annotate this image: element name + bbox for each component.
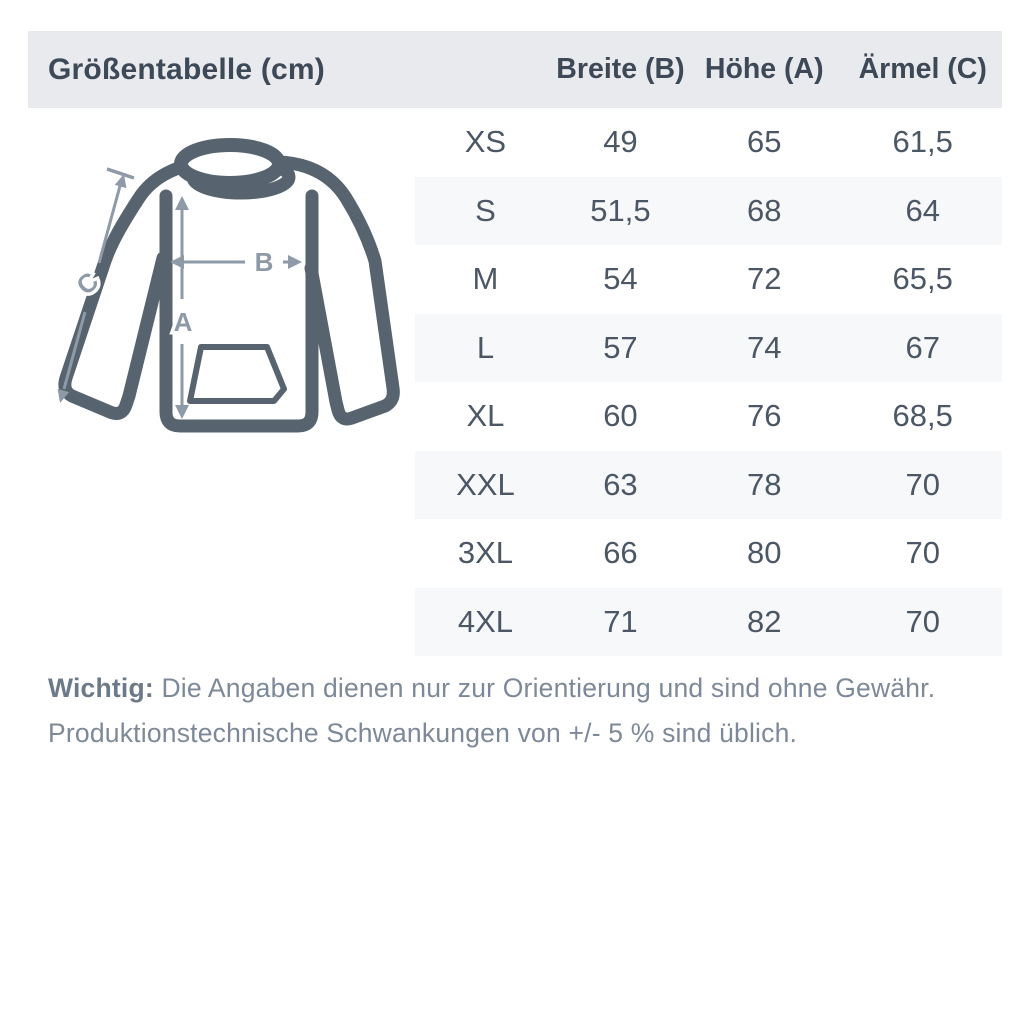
cell-breite: 60 — [603, 398, 638, 434]
cell-hoehe: 76 — [747, 398, 782, 434]
size-label: S — [475, 192, 496, 228]
cell-aermel: 68,5 — [892, 398, 953, 434]
column-header-hoehe: Höhe (A) — [704, 53, 824, 85]
cell-breite: 49 — [603, 124, 638, 160]
disclaimer-important-label: Wichtig: — [48, 673, 154, 703]
disclaimer-note — [48, 666, 978, 756]
size-label: M — [472, 261, 499, 297]
hoodie-diagram-svg — [36, 112, 416, 462]
column-headers — [415, 31, 1002, 108]
shoulder-tick — [107, 169, 134, 178]
column-header-aermel: Ärmel (C) — [858, 53, 987, 85]
cell-breite: 71 — [603, 603, 638, 639]
size-label: 3XL — [457, 535, 514, 571]
table-row — [415, 314, 1002, 383]
cell-hoehe: 65 — [747, 124, 782, 160]
page-title: Größentabelle (cm) — [48, 52, 325, 86]
cell-aermel: 70 — [905, 466, 940, 502]
hood-outline — [181, 145, 289, 193]
size-label: XL — [466, 398, 505, 434]
cell-aermel: 67 — [905, 329, 940, 365]
table-row — [415, 245, 1002, 314]
dimension-label-c: C — [70, 265, 105, 301]
cell-hoehe: 68 — [747, 192, 782, 228]
hoodie-outline — [65, 162, 393, 426]
table-row — [415, 108, 1002, 177]
table-row — [415, 177, 1002, 246]
table-row — [415, 382, 1002, 451]
cell-aermel: 70 — [905, 603, 940, 639]
cell-hoehe: 72 — [747, 261, 782, 297]
disclaimer-text-1: Die Angaben dienen nur zur Orientierung und sind ohne Gewähr. — [153, 673, 936, 703]
cell-hoehe: 78 — [747, 466, 782, 502]
size-label: XXL — [456, 466, 515, 502]
cell-hoehe: 74 — [747, 329, 782, 365]
dimension-label-a: A — [173, 307, 193, 337]
hoodie-measurement-diagram — [36, 112, 416, 462]
cell-breite: 51,5 — [590, 192, 651, 228]
dimension-label-b: B — [254, 247, 274, 277]
cell-breite: 57 — [603, 329, 638, 365]
table-row — [415, 519, 1002, 588]
size-label: 4XL — [457, 603, 514, 639]
size-table — [415, 108, 1002, 656]
cell-hoehe: 82 — [747, 603, 782, 639]
size-label: L — [476, 329, 495, 365]
table-row — [415, 588, 1002, 657]
table-header-band — [28, 31, 1002, 108]
cell-aermel: 61,5 — [892, 124, 953, 160]
cell-aermel: 64 — [905, 192, 940, 228]
cell-breite: 63 — [603, 466, 638, 502]
cell-aermel: 70 — [905, 535, 940, 571]
table-row — [415, 451, 1002, 520]
cell-hoehe: 80 — [747, 535, 782, 571]
cell-breite: 54 — [603, 261, 638, 297]
cell-breite: 66 — [603, 535, 638, 571]
column-header-breite: Breite (B) — [556, 53, 685, 85]
disclaimer-line-2: Produktionstechnische Schwankungen von +/- 5 % sind üblich. — [48, 718, 798, 748]
pocket-outline — [190, 347, 284, 401]
size-label: XS — [464, 124, 507, 160]
disclaimer-line-1 — [48, 666, 978, 711]
cell-aermel: 65,5 — [892, 261, 953, 297]
